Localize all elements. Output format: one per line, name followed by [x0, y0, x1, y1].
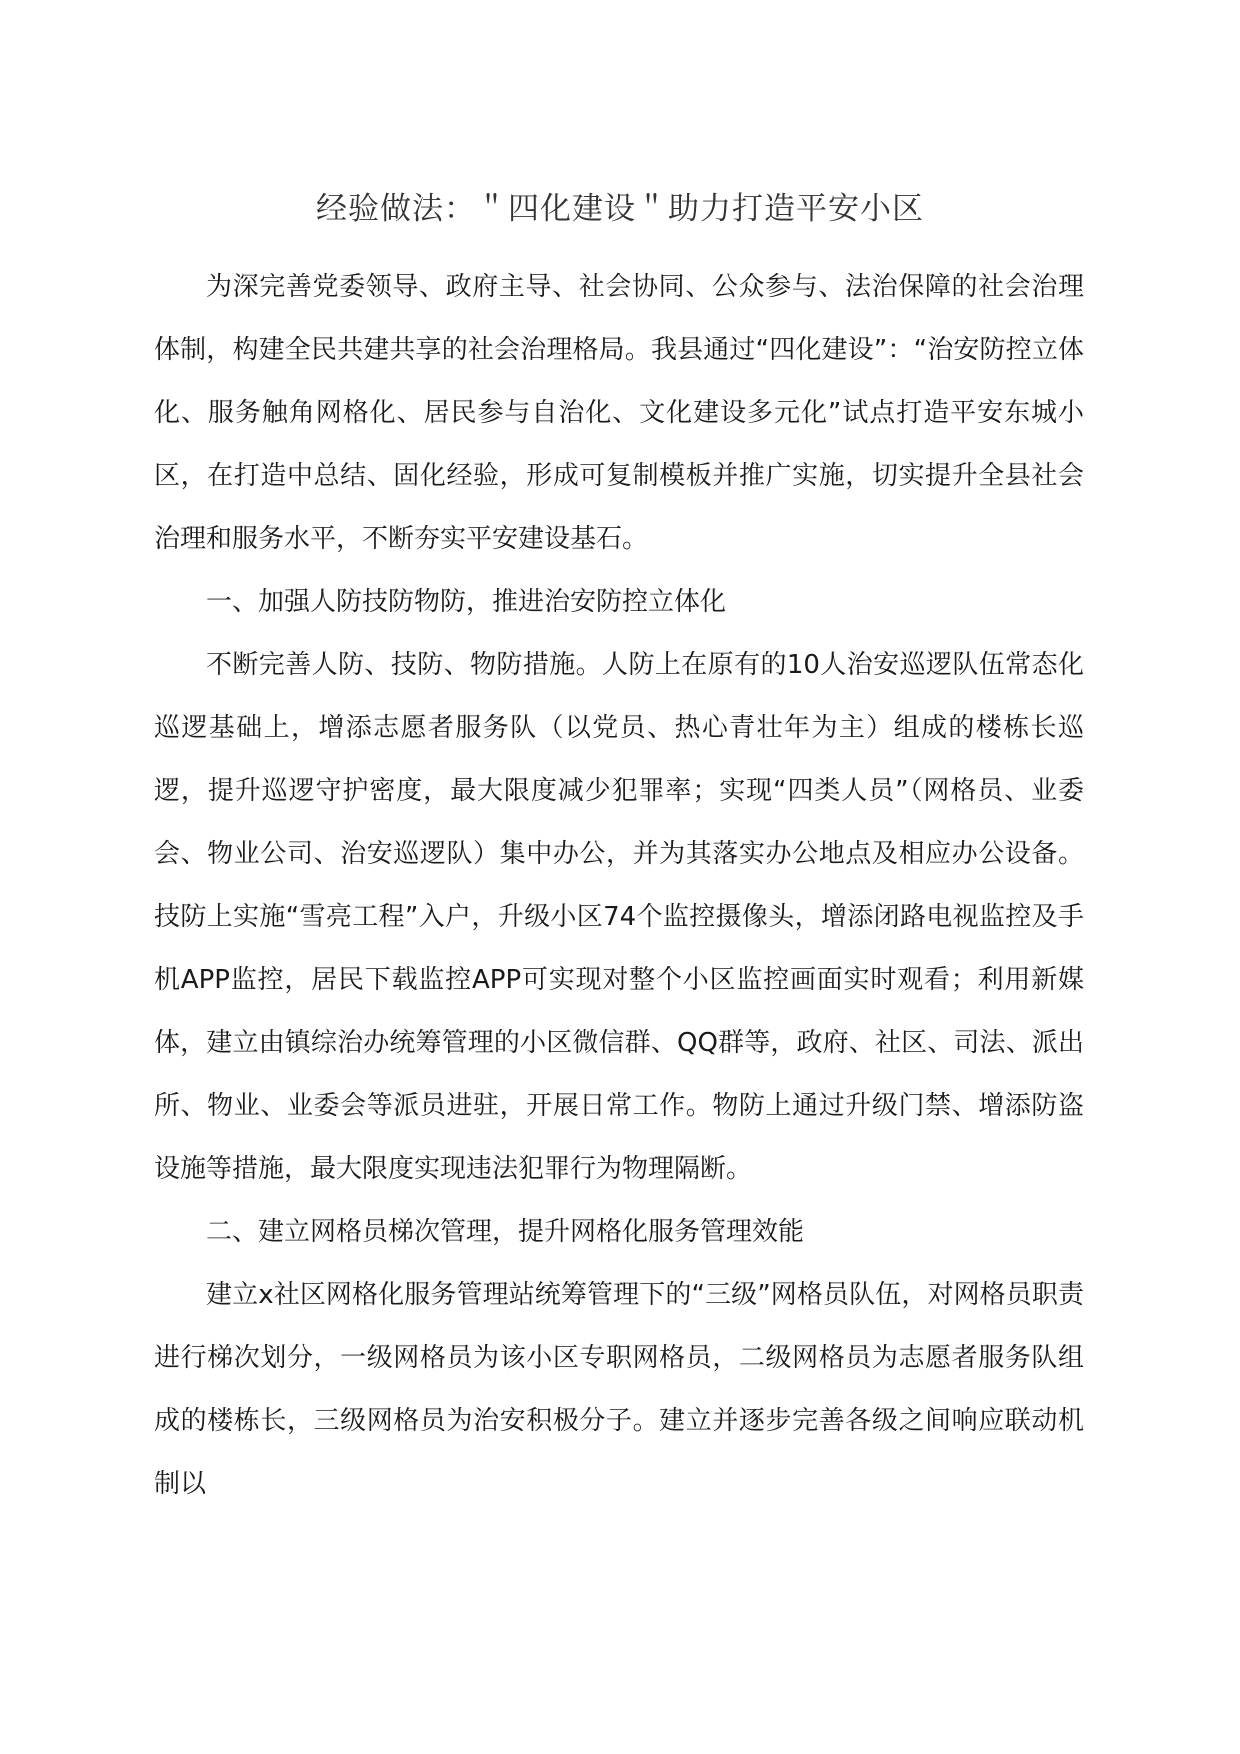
section-1-paragraph: 不断完善人防、技防、物防措施。人防上在原有的10人治安巡逻队伍常态化巡逻基础上，增添志愿者服务队（以党员、热心青壮年为主）组成的楼栋长巡逻，提升巡逻守护密度，最大限度减少犯罪率；实现“四类人员”（网格员、业委会、物业公司、治安巡逻队）集中办公，并为其落实办公地点及相应办公设备。技防上实施“雪亮工程”入户，升级小区74个监控摄像头，增添闭路电视监控及手机APP监控，居民下载监控APP可实现对整个小区监控画面实时观看；利用新媒体，建立由镇综治办统筹管理的小区微信群、QQ群等，政府、社区、司法、派出所、物业、业委会等派员进驻，开展日常工作。物防上通过升级门禁、增添防盗设施等措施，最大限度实现违法犯罪行为物理隔断。 — [154, 650, 1084, 1184]
section-heading-2: 二、建立网格员梯次管理，提升网格化服务管理效能 — [206, 1217, 805, 1247]
section-heading-1: 一、加强人防技防物防，推进治安防控立体化 — [206, 587, 727, 617]
section-2-paragraph: 建立x社区网格化服务管理站统筹管理下的“三级”网格员队伍，对网格员职责进行梯次划分，一级网格员为该小区专职网格员，二级网格员为志愿者服务队组成的楼栋长，三级网格员为治安积极分子。建立并逐步完善各级之间响应联动机制以 — [154, 1280, 1084, 1499]
intro-paragraph: 为深完善党委领导、政府主导、社会协同、公众参与、法治保障的社会治理体制，构建全民共建共享的社会治理格局。我县通过“四化建设”：“治安防控立体化、服务触角网格化、居民参与自治化、文化建设多元化”试点打造平安东城小区，在打造中总结、固化经验，形成可复制模板并推广实施，切实提升全县社会治理和服务水平，不断夯实平安建设基石。 — [154, 272, 1084, 554]
document-body — [154, 256, 1084, 1516]
document-title: 经验做法：＂四化建设＂助力打造平安小区 — [316, 191, 924, 227]
